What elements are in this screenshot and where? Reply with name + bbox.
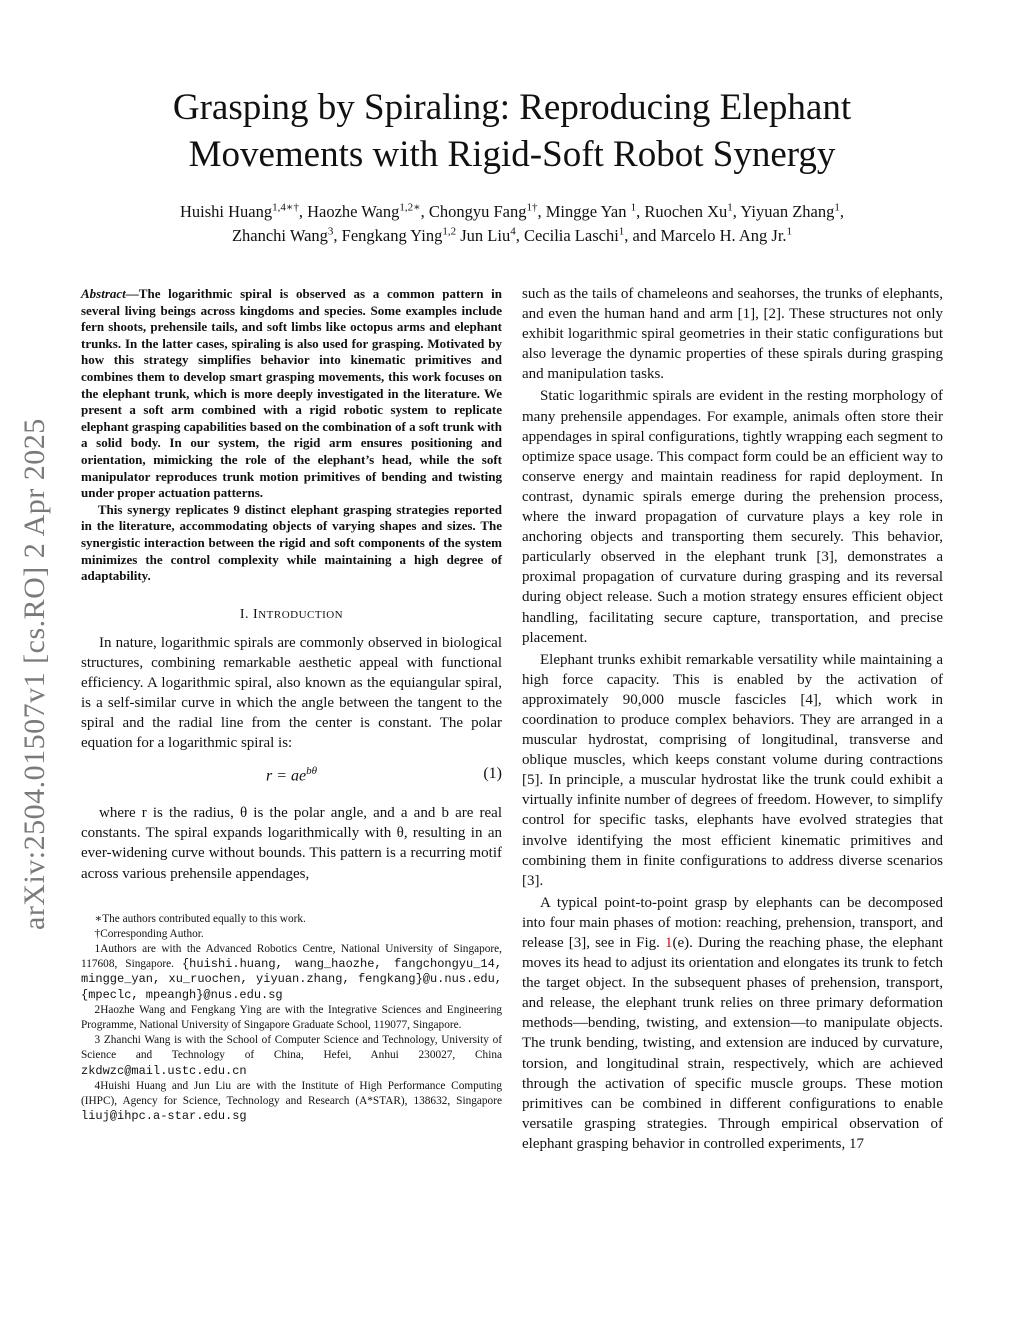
section-title-initial: I [253,606,259,622]
abstract-label: Abstract [81,286,126,301]
section-title [253,607,343,622]
equation-1 [81,765,502,793]
author-separator: , [333,226,342,245]
author-list [90,200,934,248]
equation-exponent: bθ [306,765,318,778]
author-separator: , [420,202,429,221]
grasp-phases-text-a: A typical point-to-point grasp by elephants can be decomposed into four main phases of motion: reaching, prehension, transport, and release [3], see in Fig. [522,894,943,951]
footnote-affiliation-4 [81,1079,502,1125]
paper-title [100,84,924,178]
right-paragraph-grasp-phases [522,893,943,1154]
footnote-affiliation-4-text: 4Huishi Huang and Jun Liu are with the Institute of High Performance Computing (IHPC), Agency for Science, Technology and Research (A*STAR), 138632, Singapore [81,1079,502,1108]
author-separator: , [839,202,844,221]
footnote-affiliation-3-text: 3 Zhanchi Wang is with the School of Computer Science and Technology, University of Science and Technology of China, Hefei, Anhui 230027, China [81,1034,502,1062]
author-affiliation-mark: 1 [618,225,625,238]
footnotes [81,912,502,1125]
footnote-corresponding: †Corresponding Author. [94,927,204,940]
section-title-rest: NTRODUCTION [258,608,344,621]
equation-formula [81,765,502,785]
footnote-affiliation-2: 2Haozhe Wang and Fengkang Ying are with the Integrative Sciences and Engineering Programme, National University of Singapore Graduate School, 119077, Singapore. [81,1003,502,1032]
footnote-affiliation-1-text: 1Authors are with the Advanced Robotics Centre, National University of Singapore, 117608, Singapore. [81,943,502,971]
abstract-paragraph-1 [81,286,502,502]
footnote-affiliation-3 [81,1033,502,1079]
left-column [81,286,502,1124]
footnote-affiliation-1-emails[interactable]: {huishi.huang, wang_haozhe, fangchongyu_14, mingge_yan, xu_ruochen, yiyuan.zhang, fengkang}@u.nus.edu, {mpeclc, mpeangh}@nus.edu.sg [81,957,503,1002]
author-separator: , [298,202,308,221]
author-name: Zhanchi Wang [231,226,328,245]
arxiv-identifier[interactable]: arXiv:2504.01507v1 [cs.RO] 2 Apr 2025 [18,418,51,930]
right-paragraph-static-spirals: Static logarithmic spirals are evident in the resting morphology of many prehensile appendages. For example, animals often store their appendages in spiral configurations, tightly wrapping each segment to optimize space usage. This compact form could be an efficient way to conserve energy and maintain readiness for rapid deployment. In contrast, dynamic spirals emerge during the prehension process, where the inward propagation of curvature plays a key role in anchoring objects and transporting them securely. This behavior, particularly observed in the elephant trunk [3], demonstrates a proximal propagation of curvature during grasping and its reversal during object release. Such a motion strategy ensures efficient object handling, facilitating secure capture, transportation, and precise placement. [522,388,943,646]
author-name: Yiyuan Zhang [740,202,835,221]
footnote-affiliation-1 [81,942,502,1003]
footnote-affiliation-4-email[interactable]: liuj@ihpc.a-star.edu.sg [81,1109,247,1124]
author-affiliation-mark: 1 [786,225,793,238]
author-separator: , [515,226,524,245]
author-name: Marcelo H. Ang Jr. [660,226,787,245]
author-affiliation-mark: 1† [526,201,538,214]
grasp-phases-text-b: (e). During the reaching phase, the elephant moves its head to adjust its orientation and elongates its trunk to fetch the target object. In the subsequent phases of prehension, transport, and release, the elephant trunk relies on three primary deformation methods—bending, twisting, and extension—to manipulate objects. The trunk bending, twisting, and extension are induced by curvature, torsion, and longitudinal strain, respectively, which are achieved through the activation of specific muscle groups. These motion primitives can be combined in different configurations to enable versatile grasping strategies. Through empirical observation of elephant grasping behavior in controlled experiments, 17 [522,935,944,1152]
author-name: Cecilia Laschi [523,226,619,245]
footnote-affiliation-3-email[interactable]: zkdwzc@mail.ustc.edu.cn [81,1063,247,1078]
intro-paragraph-2: where r is the radius, θ is the polar angle, and a and b are real constants. The spiral expands logarithmically with θ, resulting in an ever-widening curve without bounds. This pattern is a recurring motif across various prehensile appendages, [81,805,502,882]
author-name: Jun Liu [460,226,511,245]
author-affiliation-mark: 1 [727,201,733,214]
figure-1-link[interactable]: 1 [664,935,673,951]
author-affiliation-mark: 1 [834,201,840,214]
right-column [522,284,943,1154]
title-line-2: Movements with Rigid-Soft Robot Synergy [188,134,836,175]
abstract-dash: — [125,286,139,301]
intro-paragraph-1: In nature, logarithmic spirals are commonly observed in biological structures, combining remarkable aesthetic appeal with functional efficiency. A logarithmic spiral, also known as the equiangular spiral, is a self-similar curve in which the angle between the tangent to the spiral and the radial line from the center is constant. The polar equation for a logarithmic spiral is: [81,634,502,752]
equation-base: r = ae [265,767,307,785]
author-separator: , [636,202,645,221]
author-name: Chongyu Fang [428,202,527,221]
author-name: Mingge Yan [545,202,631,221]
author-affiliation-mark: 4 [510,225,516,238]
author-affiliation-mark: 1,2∗ [399,201,421,214]
author-affiliation-mark: 1,4∗† [272,201,299,214]
footnote-equal-contribution: ∗The authors contributed equally to this work. [94,912,306,925]
author-separator: , [732,202,741,221]
abstract-paragraph-2: This synergy replicates 9 distinct elephant grasping strategies reported in the literature, accommodating objects of varying shapes and sizes. The synergistic interaction between the rigid and soft components of the system minimizes the control complexity while maintaining a high degree of adaptability. [81,501,502,584]
author-affiliation-mark: 1 [630,201,637,214]
author-affiliation-mark: 1,2 [442,225,457,238]
right-paragraph-continued: such as the tails of chameleons and seahorses, the trunks of elephants, and even the human hand and arm [1], [2]. These structures not only exhibit logarithmic spiral geometries in their static configurations but also leverage the dynamic properties of these spirals during grasping and manipulation tasks. [522,286,943,383]
title-line-1: Grasping by Spiraling: Reproducing Elephant [172,87,852,128]
section-heading-introduction [81,607,502,623]
section-number: I. [239,606,250,622]
abstract-text-1: The logarithmic spiral is observed as a common pattern in several living beings across kingdoms and species. Some examples include fern shoots, prehensile tails, and soft limbs like octopus arms and elephant trunks. In the latter cases, spiraling is also used for grasping. Motivated by how this strategy simplifies behavior into kinematic primitives and combines them to develop smart grasping movements, this work focuses on the elephant trunk, which is more deeply investigated in the literature. We present a soft arm combined with a rigid robotic system to replicate elephant grasping capabilities based on the combination of a soft trunk with a solid body. In our system, the rigid arm ensures positioning and orientation, mimicking the role of the elephant’s head, while the soft manipulator reproduces trunk motion primitives of bending and twisting under proper actuation patterns. [81,286,502,501]
author-separator: , [537,202,546,221]
equation-number: (1) [483,765,502,783]
author-name: Fengkang Ying [341,226,443,245]
author-separator: , and [624,226,661,245]
author-affiliation-mark: 3 [327,225,334,238]
right-paragraph-trunk-versatility: Elephant trunks exhibit remarkable versatility while maintaining a high force capacity. This is enabled by the activation of approximately 90,000 muscle fascicles [4], which work in coordination to produce complex behaviors. They are arranged in a muscular hydrostat, comprising of longitudinal, transverse and oblique muscles, which keeps constant volume during contractions [5]. In principle, a muscular hydrostat like the trunk could exhibit a virtually infinite number of degrees of freedom. However, to simplify control for specific tasks, elephants have evolved strategies that involve identifying the most efficient kinematic primitives and combining them in finite configurations to address diverse scenarios [3]. [522,651,943,889]
author-name: Haozhe Wang [307,202,400,221]
author-name: Huishi Huang [179,202,273,221]
author-name: Ruochen Xu [644,202,728,221]
